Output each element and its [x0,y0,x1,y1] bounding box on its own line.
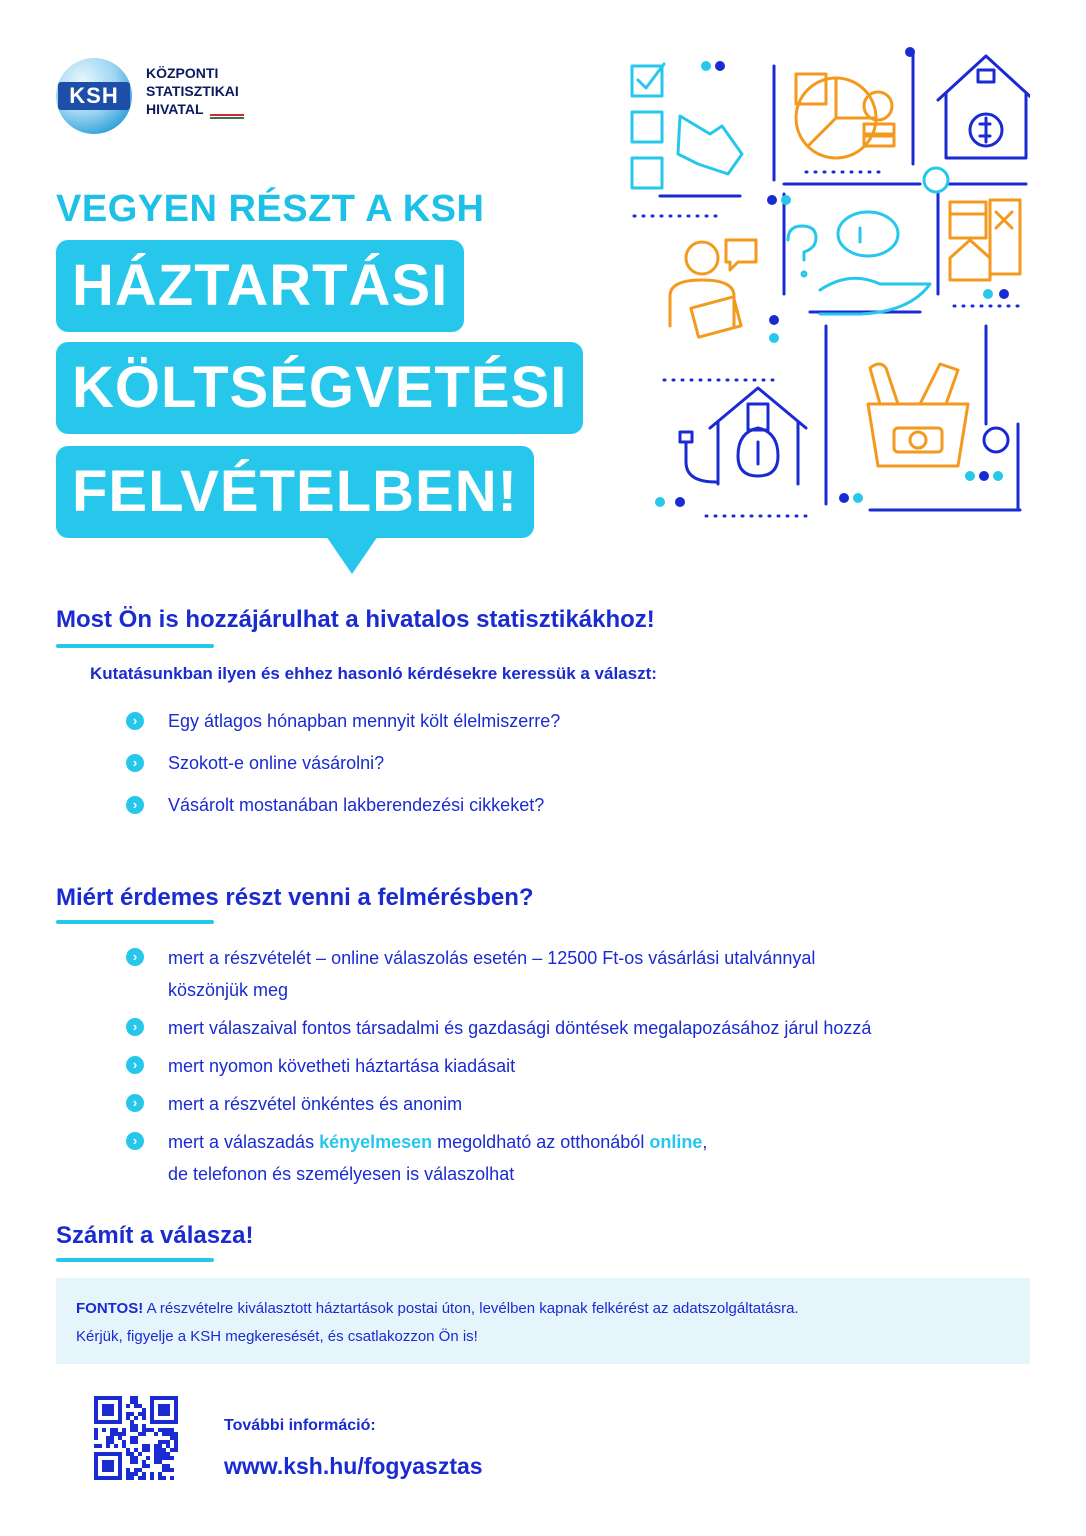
flag-stripe [210,114,244,118]
chevron-right-icon: › [126,948,144,966]
logo-abbr: KSH [58,82,130,110]
question-list [126,710,560,816]
list-item: › Szokott-e online vásárolni? [126,752,560,774]
chevron-right-icon: › [126,1132,144,1150]
headline-line-2: KÖLTSÉGVETÉSI [56,342,583,434]
person-chat-icon [670,240,756,337]
notice-box [56,1278,1030,1364]
section-3-underline [56,1258,214,1262]
survey-illustration [620,44,1030,524]
section-1-intro: Kutatásunkban ilyen és ehhez hasonló kérdésekre keressük a választ: [90,664,657,683]
pie-chart-icon [796,74,894,158]
more-info-label: További információ: [224,1417,376,1434]
house-dollar-icon [938,56,1030,158]
chevron-right-icon: › [126,1094,144,1112]
headline-line-1: HÁZTARTÁSI [56,240,464,332]
notice-line-1: FONTOS! A részvételre kiválasztott háztartások postai úton, levélben kapnak felkérést az adatszolgáltatásra. [76,1300,799,1317]
section-2-underline [56,920,214,924]
section-1-underline [56,644,214,648]
speech-pointer [326,536,378,574]
checklist-icon [632,64,742,188]
list-item: › mert a részvétel önkéntes és anonim [126,1088,1026,1120]
chevron-right-icon: › [126,712,144,730]
list-item: › Egy átlagos hónapban mennyit költ élelmiszerre? [126,710,560,732]
logo-name [146,64,239,118]
piggy-bank-icon [838,212,898,256]
list-item: › Vásárolt mostanában lakberendezési cikkeket? [126,794,560,816]
list-item: › mert a válaszadás kényelmesen megoldható az otthonából online, de telefonon és személyesen is válaszolhat [126,1126,1026,1190]
list-item: › mert nyomon követheti háztartása kiadásait [126,1050,1026,1082]
chevron-right-icon: › [126,1018,144,1036]
shopping-basket-icon [868,364,968,466]
section-2-title: Miért érdemes részt venni a felmérésben? [56,884,534,911]
ksh-logo [56,58,256,142]
more-info-link[interactable]: www.ksh.hu/fogyasztas [224,1453,483,1479]
house-plug-money-bag-icon [680,388,806,484]
list-item: › mert válaszaival fontos társadalmi és gazdasági döntések megalapozásához járul hozzá [126,1012,1026,1044]
highlight-online: online [649,1132,703,1152]
headline-kicker: VEGYEN RÉSZT A KSH [56,188,485,230]
notice-line-2: Kérjük, figyelje a KSH megkeresését, és csatlakozzon Ön is! [76,1328,478,1345]
logo-line-2: STATISZTIKAI [146,83,239,99]
qr-code[interactable] [94,1396,178,1480]
chevron-right-icon: › [126,754,144,772]
reason-list [126,942,1026,1190]
highlight-comfortably: kényelmesen [319,1132,433,1152]
section-1-title: Most Ön is hozzájárulhat a hivatalos statisztikákhoz! [56,606,655,633]
section-3-title: Számít a válasza! [56,1222,254,1249]
logo-line-1: KÖZPONTI [146,65,219,81]
list-item: › mert a részvételét – online válaszolás esetén – 12500 Ft-os vásárlási utalvánnyal köszönjük meg [126,942,1026,1006]
headline-line-3: FELVÉTELBEN! [56,446,534,538]
chevron-right-icon: › [126,1056,144,1074]
calendar-receipt-icon [950,200,1020,280]
notice-label: FONTOS! [76,1300,144,1317]
logo-line-3: HIVATAL [146,101,204,117]
chevron-right-icon: › [126,796,144,814]
